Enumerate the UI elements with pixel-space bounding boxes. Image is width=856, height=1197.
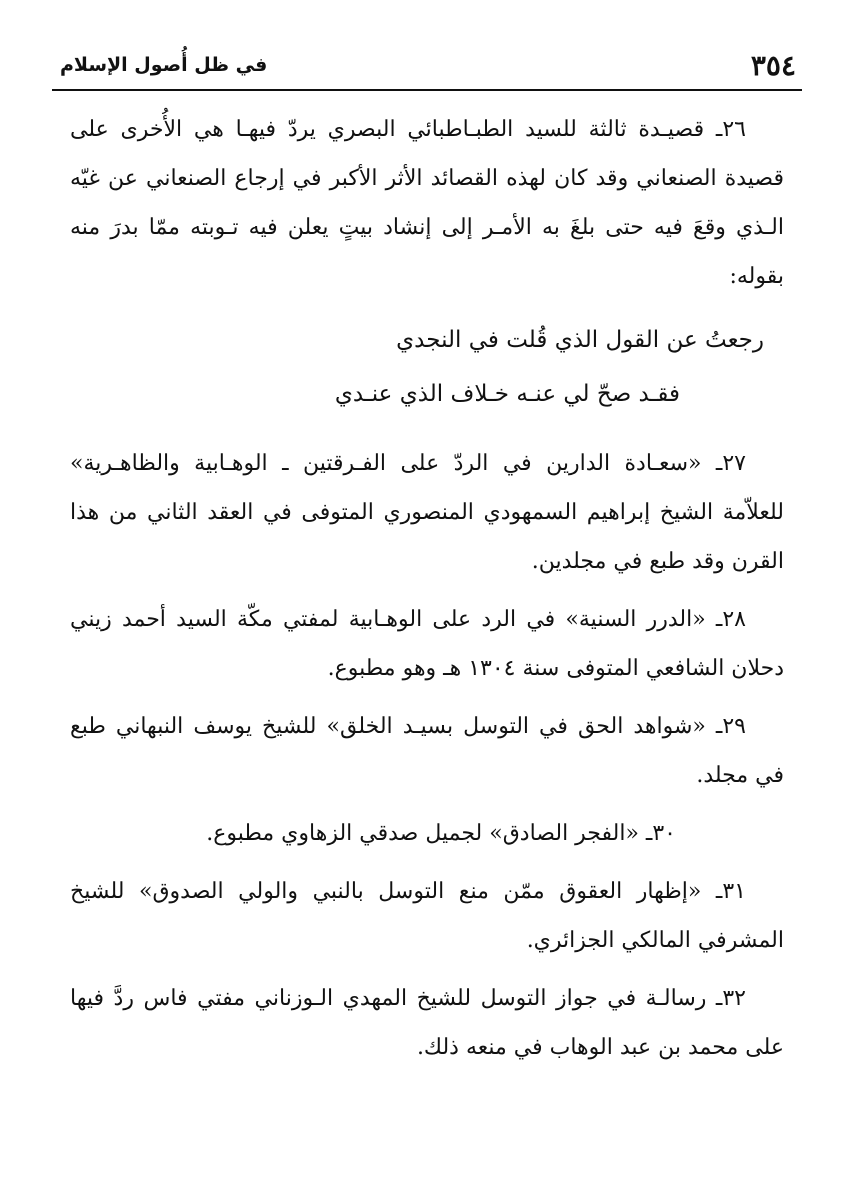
paragraph-30: ٣٠ـ «الفجر الصادق» لجميل صدقي الزهاوي مطبوع. [206,821,676,846]
running-title: في ظل أُصول الإسلام [60,54,268,76]
verse-second-hemistich: فقـد صحّ لي عنـه خـلاف الذي عنـدي [334,381,680,407]
poem-verse [70,313,784,421]
paragraph-28: ٢٨ـ «الدرر السنية» في الرد على الوهـابية لمفتي مكّة السيد أحمد زيني دحلان الشافعي المتوفى سنة ١٣٠٤ هـ وهو مطبوع. [70,607,784,681]
paragraph-29: ٢٩ـ «شواهد الحق في التوسل بسيـد الخلق» للشيخ يوسف النبهاني طبع في مجلد. [70,714,784,788]
paragraph-32: ٣٢ـ رسالـة في جواز التوسل للشيخ المهدي الـوزناني مفتي فاس ردَّ فيها على محمد بن عبد الوهاب في منعه ذلك. [70,986,784,1060]
page-number: ٣٥٤ [750,48,796,82]
verse-first-hemistich: رجعتُ عن القول الذي قُلت في النجدي [396,327,764,353]
header-rule [52,89,802,91]
body-text [70,105,784,1081]
paragraph-26: ٢٦ـ قصيـدة ثالثة للسيد الطبـاطبائي البصري يردّ فيهـا هي الأُخرى على قصيدة الصنعاني وقد كان لهذه القصائد الأثر الأكبر في إرجاع الصنعاني عن غيّه الـذي وقعَ فيه حتى بلغَ به الأمـر إلى إنشاد بيتٍ يعلن فيه تـوبته ممّا بدرَ منه بقوله: [70,117,784,289]
running-head [60,40,796,90]
paragraph-31: ٣١ـ «إظهار العقوق ممّن منع التوسل بالنبي والولي الصدوق» للشيخ المشرفي المالكي الجزائري. [70,879,784,953]
paragraph-27: ٢٧ـ «سعـادة الدارين في الردّ على الفـرقتين ـ الوهـابية والظاهـرية» للعلاّمة الشيخ إبراهيم السمهودي المنصوري المتوفى في العقد الثاني من هذا القرن وقد طبع في مجلدين. [70,451,784,574]
